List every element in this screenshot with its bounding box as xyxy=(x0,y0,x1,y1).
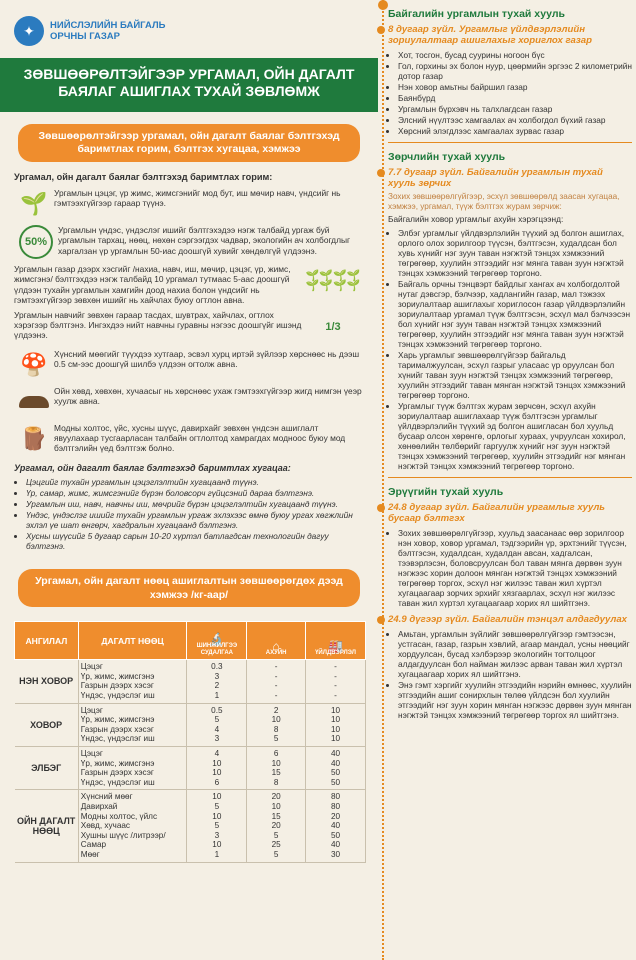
tip-item: • Үр, самар, жимс, жимсгэнийг бүрэн боловсорч гүйцсэний дараа бэлтгэнэ. xyxy=(26,488,364,498)
tips-title: Ургамал, ойн дагалт баялаг бэлтгэхэд баримтлах хугацаа: xyxy=(14,463,291,474)
soil-icon xyxy=(14,386,54,418)
law1-heading: Байгалийн ургамлын тухай хууль xyxy=(388,8,565,20)
category-cell: ХОВОР xyxy=(15,703,79,746)
table-body xyxy=(15,660,366,862)
research-cell: 4 10 10 6 xyxy=(187,746,247,789)
table-header-row xyxy=(15,622,366,660)
law2-heading: Зөрчлийн тухай хууль xyxy=(388,151,506,163)
article-list xyxy=(388,50,632,136)
section2-pill: Ургамал, ойн дагалт нөөц ашиглалтын зөвшөөрөгдөх дээд хэмжээ /кг-аар/ xyxy=(18,569,360,607)
table-row xyxy=(15,746,366,789)
tip-item: • Хусны шүүсийг 5 дугаар сарын 10-20 хүртэл батлагдсан технологийн дагуу бэлтгэнэ. xyxy=(26,531,364,551)
rule-text: Хүнсний мөөгийг түүхдээ хутгаар, эсвэл хурц иртэй зүйлээр хөрснөөс нь дээш 0.5 см-ээс доошгүй шилбэ үлдээн огтолж авна. xyxy=(54,349,360,370)
household-cell: - - - - xyxy=(247,660,306,703)
org-line2: ОРЧНЫ ГАЗАР xyxy=(50,31,120,42)
article-title: 8 дугаар зүйл. Ургамлыг үйлдвэрлэлийн зориулалтаар ашиглахыг хориглох газар xyxy=(388,24,592,46)
resource-cell: Хүнсний мөөг Давирхай Модны холтос, үйлс Хөвд, хучаас Хушны шүүс /литрээр/ Самар Мөөг xyxy=(78,790,187,862)
table-row xyxy=(15,790,366,862)
article-block xyxy=(388,614,632,720)
article-block xyxy=(388,167,632,471)
list-item: • Хот, тосгон, бусад суурины ногоон бүс xyxy=(398,50,632,60)
log-icon: 🪵 xyxy=(20,425,48,451)
household-cell: 6 10 15 8 xyxy=(247,746,306,789)
list-item: • Ургамлын бүрхэвч нь талхлагдсан газар xyxy=(398,104,632,114)
article-block xyxy=(388,24,632,136)
rule-row xyxy=(14,349,364,381)
industry-cell: 80 80 20 40 50 40 30 xyxy=(306,790,366,862)
section1-pill: Зөвшөөрөлтэйгээр ургамал, ойн дагалт баялаг бэлтгэхэд баримтлах горим, бэлтгэх хугацаа, хэмжээ xyxy=(18,124,360,162)
list-item: • Баянбүрд xyxy=(398,93,632,103)
col-industry: 🏭 ҮЙЛДВЭРЛЭЛ xyxy=(306,622,366,660)
tip-item: • Үндэс, үндэслэг ишийг тухайн ургамлын ургаж эхлэхээс өмнө буюу ургах хөгжлийн эхлэл үе шат өнгөрч, хагдралын хугацаанд бэлтгэнэ. xyxy=(26,510,364,530)
emblem-icon: ✦ xyxy=(14,16,44,46)
research-cell: 10 5 10 5 3 10 1 xyxy=(187,790,247,862)
article-title: 24.9 дүгээр зүйл. Байгалийн тэнцэл алдагдуулах xyxy=(388,614,627,625)
article-note: Зохих зөвшөөрөлгүйгээр, эсхүл зөвшөөрөлд заасан хугацаа, хэмжээ, ургамал, түүж бэлтгэх журам зөрчиж: xyxy=(388,192,620,211)
industry-cell: - - - - xyxy=(306,660,366,703)
col-research: 🔬 ШИНЖИЛГЭЭ СУДАЛГАА xyxy=(187,622,247,660)
list-item: • Гол, горхины эх болон нуур, цөөрмийн эргээс 2 километрийн дотор газар xyxy=(398,61,632,81)
rule-text: Ургамлын навчийг зөвхөн гараар тасдах, шувтрах, хайчлах, огтлох хэрэгээр бэлтгэнэ. Ингэхдээ нийт навчны гуравны нэгээс доошгүйг ишэнд үлдээнэ. xyxy=(14,310,302,341)
logo-row xyxy=(0,0,378,50)
section1-title: Ургамал, ойн дагалт баялаг бэлтгэхэд баримтлах горим: xyxy=(14,172,273,182)
law3-heading: Эрүүгийн тухай хууль xyxy=(388,486,504,498)
one-third-icon: 1/3 xyxy=(325,320,341,333)
article-title: 7.7 дугаар зүйл. Байгалийн ургамлын тухай хууль зөрчих xyxy=(388,167,603,189)
article-title: 24.8 дугаар зүйл. Байгалийн ургамлыг хууль бусаар бэлтгэх xyxy=(388,502,606,524)
list-item: • Энэ гэмт хэргийг хуулийн этгээдийн нэрийн өмнөөс, хуулийн этгээдийн ашиг сонирхлын төлөө үйлдсэн бол хуулийн этгээдийг нэг зуун хорин мянган нэгжээс дөрвөн зуун мянган нэгжтэй тэнцэх хэмжээний төгрөгөөр торгох ял шийтгэнэ. xyxy=(398,680,632,720)
org-name xyxy=(50,20,165,42)
tip-item: • Цэцгийг тухайн ургамлын цэцэглэлтийн хугацаанд түүнэ. xyxy=(26,477,364,487)
category-cell: ЭЛБЭГ xyxy=(15,746,79,789)
fifty-percent-icon: 50% xyxy=(19,225,53,259)
table-row xyxy=(15,660,366,703)
list-item: • Хөрсний элэгдлээс хамгаалах зурвас газар xyxy=(398,126,632,136)
research-cell: 0.5 5 4 3 xyxy=(187,703,247,746)
rule-text: Ургамлын үндэс, үндэслэг ишийг бэлтгэхэдээ нэгж талбайд ургаж буй ургамлын тархац, нөөц, нөхөн сэргээгдэх чадвар, экологийн ач холбогдлыг харгалзан үр ургамлын 50-иас доошгүй хувийг хөндөлгүй үлдээнэ. xyxy=(58,225,351,256)
resource-cell: Цэцэг Үр, жимс, жимсгэнэ Газрын дээрх хэсэг Үндэс, үндэслэг иш xyxy=(78,703,187,746)
list-item: • Зохих зөвшөөрөлгүйгээр, хуульд заасанаас өөр зорилгоор нэн ховор, ховор ургамал, тэдгээрийн үр, эрхтэнийг түүсэн, бэлтгэсэн, худалдсан, худалдан авсан, хадгалсан, тээвэрлэсэн, боловсруулсан бол таван мянга дөрвөн зуун нэгжээс хорин долоон мянган нэгжтэй тэнцэх хэмжээний төгрөгөөр торгох, эсхүл нэг жилээс таван жил хүртэл хугацаагаар зорчих эрхийг хязгаарлах, эсхүл нэг жилээс таван жил хүртэл хугацаагаар хорих ял шийтгэнэ. xyxy=(398,528,632,608)
rule-row xyxy=(14,310,364,344)
research-cell: 0.3 3 2 1 xyxy=(187,660,247,703)
article-lead: Байгалийн ховор ургамлыг ахуйн хэрэгцээнд: xyxy=(388,214,564,224)
seedlings-icon: 🌱🌱🌱🌱 🌱🌱🌱🌱 xyxy=(305,270,361,293)
household-cell: 20 10 15 20 5 25 5 xyxy=(247,790,306,862)
bullet-dot xyxy=(377,616,385,624)
article-list xyxy=(388,528,632,608)
bullet-dot xyxy=(377,26,385,34)
home-icon: ⌂ xyxy=(272,639,280,654)
plant-icon: 🌱 xyxy=(20,191,48,217)
article-block xyxy=(388,502,632,608)
resource-cell: Цэцэг Үр, жимс, жимсгэнэ Газрын дээрх хэсэг Үндэс, үндэслэг иш xyxy=(78,660,187,703)
list-item: • Байгаль орчны тэнцвэрт байдлыг хангах ач холбогдолтой нутаг дэвсгэр, бэлчээр, хадлангийн газар, мал тэжээх зориулалтаар ашиглахыг хориглосон газар үйлдвэрлэлийн зориулалтаар ургамал түүж бэлтгэсэн, эсхүл мал бэлчээсэн бол хүнийг нэг зуун таван нэгжтэй тэнцэх хэмжээний төгрөгөөр, хуулийн этгээдийг нэг мянга таван зуун нэгжтэй тэнцэх хэмжээний төгрөгөөр торгоно. xyxy=(398,279,632,349)
industry-cell: 40 40 50 50 xyxy=(306,746,366,789)
rule-row xyxy=(14,188,364,220)
rule-row xyxy=(14,264,364,305)
rule-text: Ургамлын газар дээрх хэсгийг /нахиа, навч, иш, мөчир, цэцэг, үр, жимс, жимсгэнэ/ бэлтгэхдээ нэгж талбайд 10 ургамал тутмаас 5-аас доошгүй үлдээн тухайн ургамлын хамгийн доод нахиа болон үндсийг нь гэмтээхгүйгээр зөвхөн ишийг нь хайчлах буюу огтлон авна. xyxy=(14,264,291,305)
resource-cell: Цэцэг Үр, жимс, жимсгэнэ Газрын дээрх хэсэг Үндэс, үндэслэг иш xyxy=(78,746,187,789)
bullet-dot xyxy=(377,169,385,177)
list-item: • Ургамлыг түүж бэлтгэх журам зөрчсөн, эсхүл ахуйн зориулалтаар ашиглахаар түүж бэлтгэсэн ургамлыг үйлдвэрлэлийн түүхий эд болгон ашигласан бол хуульд бусаар олсон хөрөнгө, орлогыг хураах, учруулсан хохирол, хөнөөлийн төлбөрийг гаргуулж хүнийг нэг зуун нэгжтэй тэнцэх хэмжээний төгрөгөөр, хуулийн этгээдийг нэг мянган нэгжтэй тэнцэх хэмжээний төгрөгөөр торгоно. xyxy=(398,401,632,471)
rule-row xyxy=(14,423,364,455)
rule-text: Ойн хөвд, хөвхөн, хучаасыг нь хөрснөөс ухаж гэмтээхгүйгээр жигд нимгэн үеэр хуулж авна. xyxy=(54,386,362,407)
divider xyxy=(388,477,632,478)
rule-text: Ургамлын цэцэг, үр жимс, жимсгэнийг мод бут, иш мөчир навч, үндсийг нь гэмтээхгүйгээр гараар түүнэ. xyxy=(54,188,341,209)
org-line1: НИЙСЛЭЛИЙН БАЙГАЛЬ xyxy=(50,20,166,31)
quota-table xyxy=(14,621,366,862)
col-resource: ДАГАЛТ НӨӨЦ xyxy=(78,622,187,660)
table-row xyxy=(15,703,366,746)
factory-icon: 🏭 xyxy=(328,639,343,654)
category-cell: ОЙН ДАГАЛТ НӨӨЦ xyxy=(15,790,79,862)
rule-row xyxy=(14,225,364,259)
mushroom-icon: 🍄 xyxy=(20,351,48,377)
list-item: • Харь ургамлыг зөвшөөрөлгүйгээр байгальд тарималжуулсан, эсхүл газрыг уласаас үр оруулсан бол хүнийг таван зуун нэгжтэй тэнцэх хэмжээний төгрөгөөр, хуулийн этгээдийг таван мянган нэгжтэй тэнцэх хэмжээний төгрөгөөр торгоно. xyxy=(398,350,632,400)
col-household: ⌂ АХУЙН xyxy=(247,622,306,660)
list-item: • Нэн ховор амьтны байршил газар xyxy=(398,82,632,92)
household-cell: 2 10 8 5 xyxy=(247,703,306,746)
divider xyxy=(388,142,632,143)
section1 xyxy=(0,172,378,551)
tips-list xyxy=(14,477,364,551)
microscope-icon: 🔬 xyxy=(209,632,225,647)
list-item: • Элсний нүүлтээс хамгаалах ач холбогдол бүхий газар xyxy=(398,115,632,125)
timeline-line xyxy=(382,0,384,960)
bullet-dot xyxy=(377,504,385,512)
rule-row xyxy=(14,386,364,418)
article-list xyxy=(388,629,632,720)
category-cell: НЭН ХОВОР xyxy=(15,660,79,703)
article-list xyxy=(388,228,632,471)
right-column xyxy=(388,0,632,960)
page-title: ЗӨВШӨӨРӨЛТЭЙГЭЭР УРГАМАЛ, ОЙН ДАГАЛТ БАЯЛАГ АШИГЛАХ ТУХАЙ ЗӨВЛӨМЖ xyxy=(0,58,378,112)
industry-cell: 10 10 10 10 xyxy=(306,703,366,746)
rule-text: Модны холтос, үйс, хусны шүүс, давирхайг зөвхөн үндсэн ашиглалт явуулахаар тусгаарласан талбайн огтлолтод хамрагдах модноос буюу мод бэлтгэлийн үед бэлтгэж болно. xyxy=(54,423,346,454)
list-item: • Элбэг ургамлыг үйлдвэрлэлийн түүхий эд болгон ашиглах, орлого олох зорилгоор түүсэн, бэлтгэсэн, худалдсан бол хувь хүнийг нэг зуун таван нэгжтэй тэнцэх хэмжээний төгрөгөөр, хуулийн этгээдийг нэг мянга таван зуун нэгжтэй тэнцэх хэмжээний төгрөгөөр торгоно. xyxy=(398,228,632,278)
tip-item: • Ургамлын иш, навч, навчны иш, мөчрийг бүрэн цэцэглэлтийн хугацаанд түүнэ. xyxy=(26,499,364,509)
list-item: • Амьтан, ургамлын зүйлийг зөвшөөрөлгүйгээр гэмтээсэн, устгасан, газар, газрын хэвлий, агаар мандал, усны нөөцийг хордуулсан, бусад хэлбэрээр экологийн тогтолцоог алдагдуулсан бол найман жилээс арван таван жил хүртэл хугацаагаар хорих ял шийтгэнэ. xyxy=(398,629,632,679)
col-category: АНГИЛАЛ xyxy=(15,622,79,660)
